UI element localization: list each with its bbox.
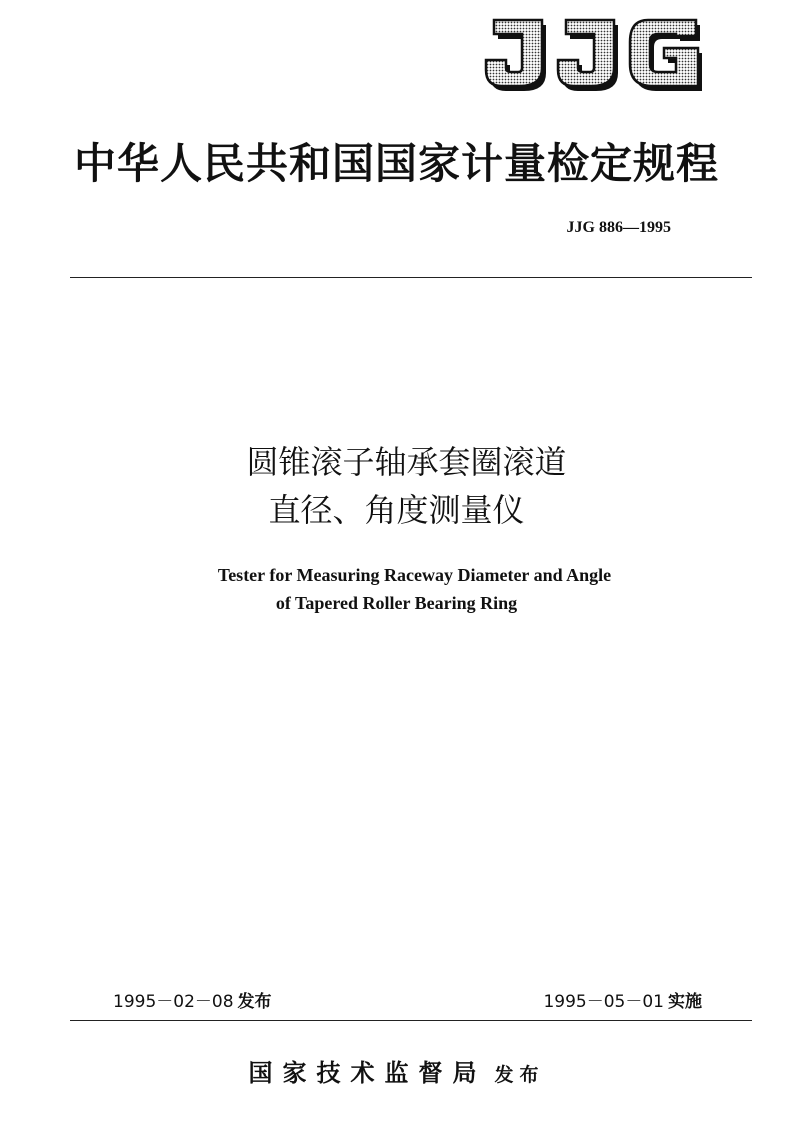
effective-date-block (543, 987, 702, 1012)
english-title-line-2: of Tapered Roller Bearing Ring (275, 593, 518, 613)
publisher-line (0, 1053, 793, 1088)
issue-label: 发布 (237, 992, 272, 1012)
regulation-series-title: 中华人民共和国国家计量检定规程 (73, 139, 719, 188)
jjg-logo-text: JJG (480, 12, 482, 13)
chinese-title-line-2: 直径、角度测量仪 (268, 491, 525, 529)
effective-label: 实施 (668, 992, 702, 1012)
english-title-line-1: Tester for Measuring Raceway Diameter and Angle (217, 565, 612, 585)
chinese-title-line-1: 圆锥滚子轴承套圈滚道 (246, 443, 567, 481)
standard-number: JJG 886—1995 (566, 219, 671, 236)
publisher-name: 国家技术监督局 (248, 1058, 487, 1087)
issue-date-block (113, 987, 272, 1012)
jjg-logo (480, 12, 714, 92)
issue-date: 1995－02－08 (113, 992, 234, 1012)
top-divider (70, 277, 752, 278)
publisher-action: 发布 (494, 1064, 545, 1086)
effective-date: 1995－05－01 (543, 992, 664, 1012)
jjg-logo-graphic (480, 12, 714, 92)
bottom-divider (70, 1020, 752, 1021)
